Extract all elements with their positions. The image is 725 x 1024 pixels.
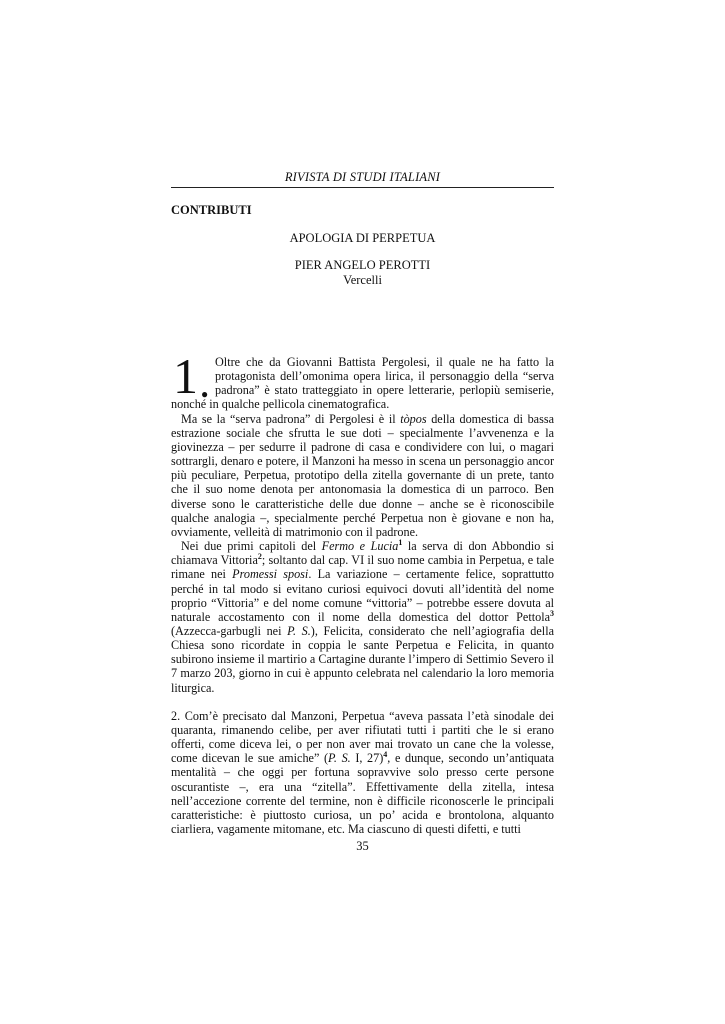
paragraph-3-text-c: ; soltanto dal cap. VI il suo nome cambia in Perpetua, e tale rimane nei [171, 553, 554, 582]
abbrev-ps: P. S. [287, 623, 311, 638]
footnote-ref-4[interactable]: 4 [383, 750, 388, 760]
paragraph-4-text-c: , e dunque, secondo un’antiquata mentalità – che oggi per fortuna sopravvive solo presso certe persone oscurantiste –, era una “zitella”. Effettivamente della zitella, intesa nell’accezione corrente del termine, non è difficile riconoscerle le principali caratteristiche: è piuttosto curiosa, un po’ acida e brontolona, alquanto ciarliera, vagamente mitomane, etc. Ma ciascuno di questi difetti, e tutti [171, 751, 554, 836]
drop-cap-dot: ● [201, 387, 209, 401]
paragraph-3-text-d: . La variazione – certamente felice, soprattutto perché in tal modo si evitano curiosi equivoci dovuti all’identità del nome proprio “Vittoria” e del nome comune “vittoria” – potrebbe essere dovuta al naturale accostamento con il nome della domestica del dottor Pettola [171, 567, 554, 624]
work-title-promessi-sposi: Promessi sposi [232, 567, 309, 582]
drop-cap [171, 348, 213, 404]
page-number: 35 [356, 839, 369, 853]
footnote-ref-2[interactable]: 2 [257, 552, 262, 562]
work-title-fermo-e-lucia: Fermo e Lucia [321, 539, 399, 554]
paragraph-2 [171, 412, 554, 539]
paragraph-2-text-b: della domestica di bassa estrazione sociale che sfrutta le sue doti – specialmente l’avvenenza e la giovinezza – per sedurre il padrone di casa e condividere con lui, o magari sottrargli, denaro e potere, il Manzoni ha messo in scena un personaggio ancor più peculiare, Perpetua, prototipo della zitella governante di un prete, tanto che il suo nome denota per antonomasia la domestica di un parroco. Ben diverse sono le caratteristiche delle due donne – anche se è riconoscibile qualche analogia –, specialmente perché Perpetua non è giovane e non ha, ovviamente, velleità di matrimonio con il padrone. [171, 411, 554, 539]
abbrev-ps: P. S. [328, 751, 351, 766]
paragraph-3-text-a: Nei due primi capitoli del [181, 539, 322, 554]
article-body [171, 348, 554, 836]
title-block [171, 231, 554, 288]
drop-cap-numeral: 1 [173, 348, 198, 404]
paragraph-2-text-a: Ma se la “serva padrona” di Pergolesi è il [181, 411, 401, 426]
author-affiliation: Vercelli [343, 273, 382, 287]
paragraph-3-text-e: (Azzecca-garbugli nei [171, 623, 288, 638]
header-rule [171, 187, 554, 188]
paragraph-4-text-a: 2. Com’è precisato dal Manzoni, Perpetua “aveva passata l’età sinodale dei quaranta, rimanendo celibe, per aver rifiutati tutti i partiti che le si erano offerti, come diceva lei, o per non aver mai trovato un cane che la volesse, come dicevan le sue amiche” ( [171, 708, 554, 766]
paragraph-3 [171, 539, 554, 695]
paragraph-3-text-b: la serva di don Abbondio si chiamava Vittoria [171, 539, 554, 568]
section-label: CONTRIBUTI [171, 203, 252, 217]
paragraph-4 [171, 709, 554, 836]
italic-term-topos: tòpos [400, 411, 427, 426]
footnote-ref-3[interactable]: 3 [550, 608, 554, 618]
article-title: APOLOGIA DI PERPETUA [289, 231, 436, 245]
paragraph-1 [171, 348, 554, 412]
running-head: RIVISTA DI STUDI ITALIANI [284, 170, 441, 184]
paragraph-4-text-b: I, 27) [350, 751, 384, 766]
article-author: PIER ANGELO PEROTTI [294, 258, 431, 272]
footnote-ref-1[interactable]: 1 [398, 537, 403, 547]
paragraph-3-text-f: ), Felicita, considerato che nell’agiografia della Chiesa sono ricordate in coppia le sante Perpetua e Felicita, in quanto subirono insieme il martirio a Cartagine durante l’impero di Settimio Severo il 7 marzo 203, giorno in cui è appunto celebrata nel calendario la loro memoria liturgica. [171, 623, 554, 695]
paragraph-1-text: Oltre che da Giovanni Battista Pergolesi, il quale ne ha fatto la protagonista dell’omonima opera lirica, il personaggio della “serva padrona” è stato tratteggiato in opere letterarie, perlopiù semiserie, nonché in qualche pellicola cinematografica. [171, 355, 554, 412]
